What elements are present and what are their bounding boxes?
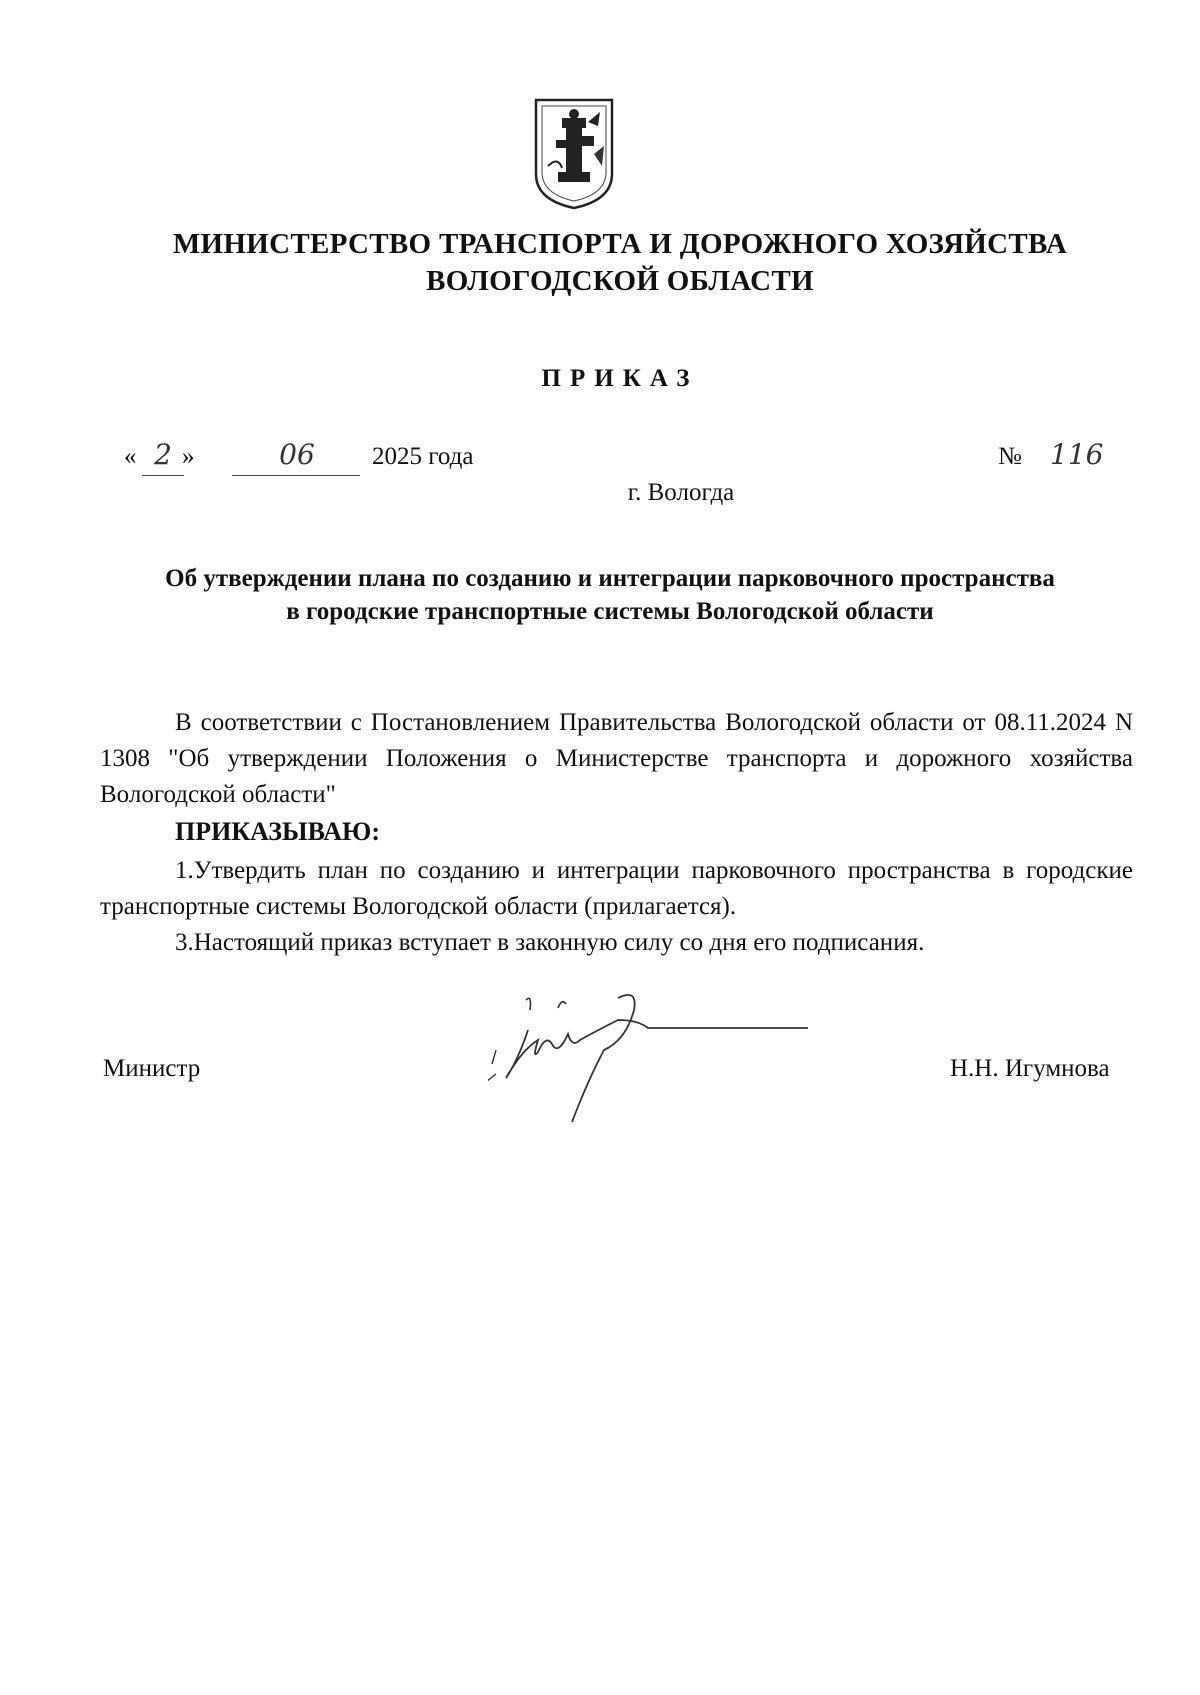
order-word: ПРИКАЗЫВАЮ: — [175, 817, 380, 846]
handwritten-signature-icon — [488, 990, 828, 1140]
signer-name: Н.Н. Игумнова — [950, 1055, 1110, 1082]
signer-position: Министр — [103, 1055, 201, 1082]
date-quote-open: « — [124, 443, 137, 470]
order-month: 06 — [279, 438, 315, 471]
order-year: 2025 года — [372, 443, 474, 470]
coat-of-arms-icon — [532, 96, 616, 212]
order-number-label: № — [998, 443, 1022, 470]
date-quote-close: » — [182, 443, 195, 470]
order-day: 2 — [154, 438, 172, 471]
ministry-name-line2: ВОЛОГОДСКОЙ ОБЛАСТИ — [426, 265, 814, 297]
ministry-name-line1: МИНИСТЕРСТВО ТРАНСПОРТА И ДОРОЖНОГО ХОЗЯЙСТВА — [172, 228, 1068, 260]
month-underline — [232, 475, 360, 476]
order-item-3: 3.Настоящий приказ вступает в законную силу со дня его подписания. — [175, 929, 925, 956]
day-underline — [142, 475, 184, 476]
document-type: ПРИКАЗ — [541, 365, 699, 392]
order-item-1: 1.Утвердить план по созданию и интеграции парковочного пространства в городские транспортные системы Вологодской области (прилагается). — [100, 857, 1133, 920]
order-number-value: 116 — [1050, 438, 1104, 471]
city-name: г. Вологда — [627, 479, 735, 506]
order-title-line2: в городские транспортные системы Вологодской области — [286, 598, 934, 625]
order-title-line1: Об утверждении плана по созданию и интеграции парковочного пространства — [165, 565, 1055, 592]
preamble-paragraph: В соответствии с Постановлением Правительства Вологодской области от 08.11.2024 N 1308 "Об утверждении Положения о Министерстве транспорта и дорожного хозяйства Вологодской области" — [100, 709, 1133, 808]
